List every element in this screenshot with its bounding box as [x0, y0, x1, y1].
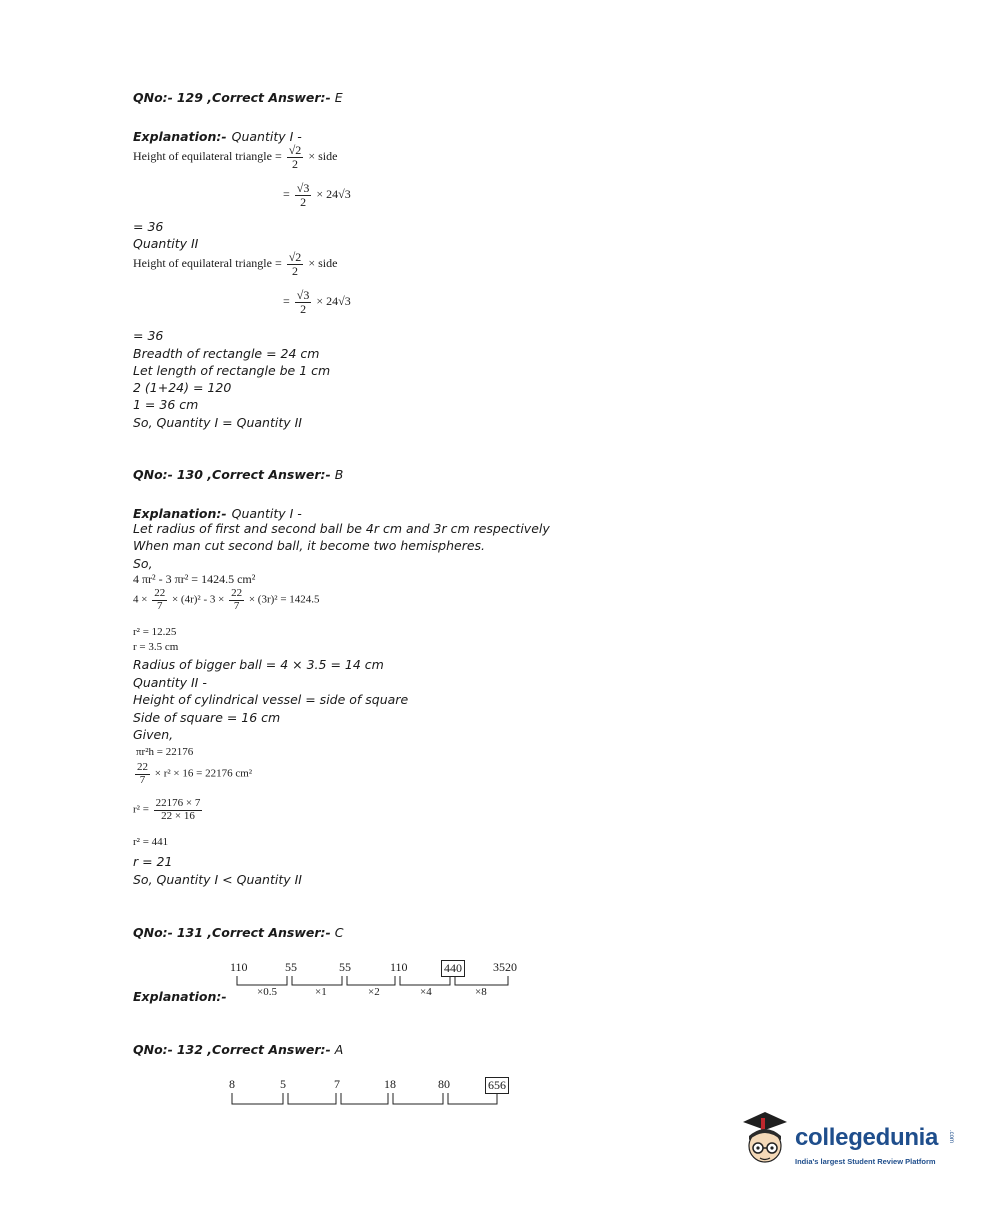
- multiplier-label: ×8: [475, 986, 487, 998]
- explanation-label: Explanation:-: [133, 506, 227, 521]
- series-term: 80: [438, 1077, 450, 1091]
- multiplier-label: ×0.5: [257, 986, 277, 998]
- text-line: When man cut second ball, it become two hemispheres.: [133, 538, 486, 553]
- explanation-label: Explanation:-: [133, 989, 227, 1004]
- series-term: 5: [280, 1077, 286, 1091]
- quantity-label: Quantity II: [133, 236, 199, 251]
- series-term: 55: [285, 960, 297, 974]
- series-term: 3520: [493, 960, 517, 974]
- text-line: Height of cylindrical vessel = side of square: [133, 692, 409, 707]
- question-number: 130 ,Correct Answer:-: [176, 467, 331, 482]
- equation: r = 3.5 cm: [133, 641, 179, 653]
- correct-answer: A: [334, 1042, 344, 1057]
- text-line: Let radius of first and second ball be 4r cm and 3r cm respectively: [133, 521, 550, 536]
- conclusion-line: So, Quantity I < Quantity II: [133, 872, 302, 887]
- series-answer-term: 656: [485, 1077, 509, 1094]
- quantity-label: Quantity I -: [231, 506, 302, 521]
- equation: 4 πr² - 3 πr² = 1424.5 cm²: [133, 572, 256, 586]
- text-line: Side of square = 16 cm: [133, 710, 281, 725]
- equation-volume: $\frac{22}{7}$ × r² × 16 = 22176 cm²: [137, 761, 253, 786]
- fraction: $\frac{22176 \times 7}{22 \times 16}$: [155, 797, 201, 822]
- result-line: = 36: [133, 328, 164, 343]
- height-formula-1: Height of equilateral triangle = $\frac{√2}{2}$ × side: [133, 143, 338, 171]
- result-line: = 36: [133, 219, 164, 234]
- q129-explanation-line: [133, 126, 302, 145]
- equation: r² = 441: [133, 836, 169, 848]
- question-number: 129 ,Correct Answer:-: [176, 90, 331, 105]
- series-term: 8: [229, 1077, 235, 1091]
- text-line: r = 21: [133, 854, 173, 869]
- multiplier-label: ×1: [315, 986, 327, 998]
- q131-header: [133, 925, 343, 940]
- explanation-label: Explanation:-: [133, 129, 227, 144]
- text-line: Radius of bigger ball = 4 × 3.5 = 14 cm: [133, 657, 384, 672]
- multiplier-label: ×4: [420, 986, 432, 998]
- series-term: 55: [339, 960, 351, 974]
- height-formula-2: Height of equilateral triangle = $\frac{√2}{2}$ × side: [133, 250, 338, 278]
- conclusion-line: So, Quantity I = Quantity II: [133, 415, 302, 430]
- equation-fractions: 4 × $\frac{22}{7}$ × (4r)² - 3 × $\frac{22}{7}$ × (3r)² = 1424.5: [133, 587, 320, 612]
- correct-answer: B: [334, 467, 344, 482]
- equation: πr²h = 22176: [136, 746, 194, 758]
- text-line: 1 = 36 cm: [133, 397, 199, 412]
- fraction: $\frac{22}{7}$: [231, 587, 243, 612]
- height-formula-1b: = $\frac{√3}{2}$ × 24√3: [283, 181, 351, 209]
- question-number: 132 ,Correct Answer:-: [176, 1042, 331, 1057]
- fraction: $\frac{22}{7}$: [154, 587, 166, 612]
- question-number: 131 ,Correct Answer:-: [176, 925, 331, 940]
- qno-label: QNo:-: [133, 90, 173, 105]
- fraction: $\frac{√2}{2}$: [288, 143, 302, 171]
- fraction: $\frac{√3}{2}$: [296, 181, 310, 209]
- mascot-icon: [735, 1108, 795, 1174]
- q130-header: [133, 467, 343, 482]
- text-line: Breadth of rectangle = 24 cm: [133, 346, 320, 361]
- series-answer-term: 440: [441, 960, 465, 977]
- series-term: 18: [384, 1077, 396, 1091]
- series-term: 110: [390, 960, 408, 974]
- q130-explanation-line: [133, 503, 302, 522]
- equation: r² = 12.25: [133, 626, 177, 638]
- correct-answer: C: [334, 925, 344, 940]
- qno-label: QNo:-: [133, 925, 173, 940]
- collegedunia-logo: [735, 1108, 965, 1178]
- correct-answer: E: [334, 90, 343, 105]
- text-line: 2 (1+24) = 120: [133, 380, 232, 395]
- quantity-label: Quantity I -: [231, 129, 302, 144]
- text-line: So,: [133, 556, 153, 571]
- q129-header: [133, 90, 343, 105]
- brand-domain: .com: [948, 1130, 954, 1144]
- series-connector: [225, 1091, 515, 1111]
- q132-header: [133, 1042, 343, 1057]
- series-term: 110: [230, 960, 248, 974]
- quantity-label: Quantity II -: [133, 675, 207, 690]
- series-term: 7: [334, 1077, 340, 1091]
- qno-label: QNo:-: [133, 467, 173, 482]
- multiplier-label: ×2: [368, 986, 380, 998]
- qno-label: QNo:-: [133, 1042, 173, 1057]
- equation-r2-fraction: r² = $\frac{22176 \times 7}{22 \times 16}$: [133, 797, 201, 822]
- text-line: Let length of rectangle be 1 cm: [133, 363, 331, 378]
- brand-name: collegedunia: [795, 1124, 939, 1151]
- formula-text: Height of equilateral triangle =: [133, 148, 282, 163]
- text-line: Given,: [133, 727, 174, 742]
- height-formula-2b: = $\frac{√3}{2}$ × 24√3: [283, 288, 351, 316]
- fraction: $\frac{22}{7}$: [137, 761, 148, 786]
- fraction: $\frac{√3}{2}$: [296, 288, 310, 316]
- fraction: $\frac{√2}{2}$: [288, 250, 302, 278]
- brand-tagline: India's largest Student Review Platform: [795, 1157, 936, 1166]
